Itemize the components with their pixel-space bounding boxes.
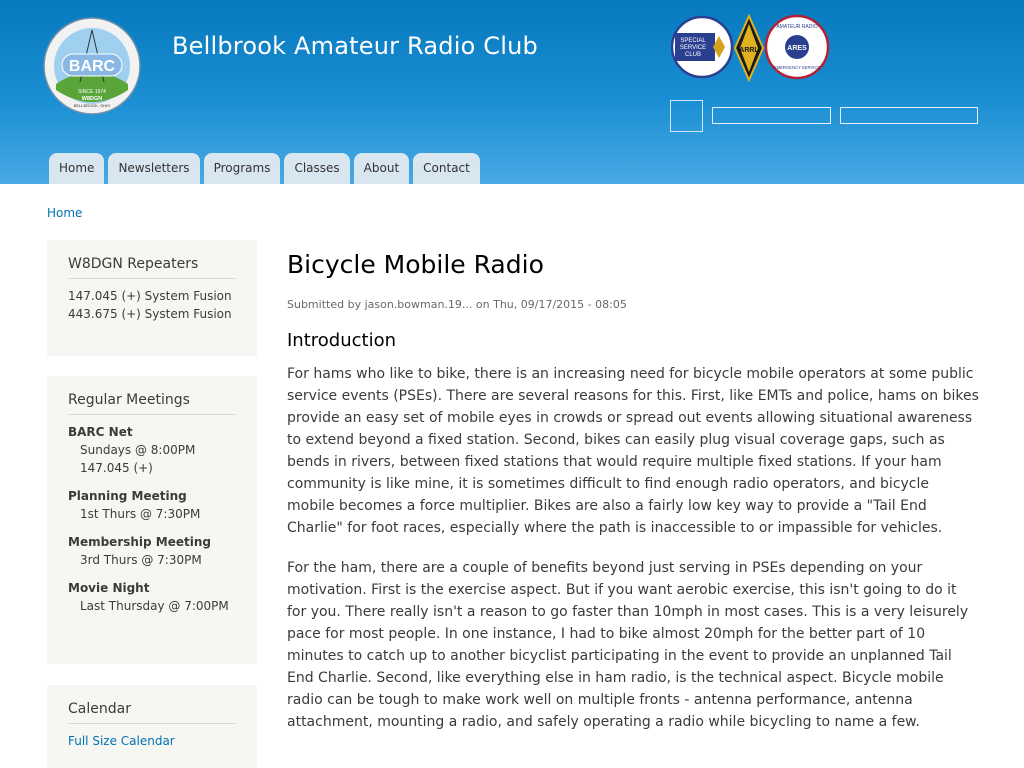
article-paragraph: For the ham, there are a couple of benefits beyond just serving in PSEs depending on your motivation. First is the exercise aspect. But if you want aerobic exercise, this isn't going to do it for you. There really isn't a reason to go faster than 10mph in most cases. This is a very leisurely pace for most people. In one instance, I had to bike almost 20mph for the better part of 10 minutes to catch up to another bicyclist participating in the event to provide an unplanned Tail End Charlie. Second, like everything else in ham radio, is the technical aspect. Bicycle mobile radio can be tough to make work well on multiple fronts - antenna performance, antenna attachment, mounting a radio, and safely operating a radio while bicycling to name a few. bbox=[287, 560, 969, 730]
password-field[interactable] bbox=[840, 107, 978, 124]
meetings-block bbox=[47, 376, 257, 664]
nav-tab-classes[interactable]: Classes bbox=[284, 153, 349, 184]
barc-logo[interactable] bbox=[42, 16, 142, 116]
meeting-detail: 1st Thurs @ 7:30PM bbox=[80, 507, 201, 521]
breadcrumb-home[interactable]: Home bbox=[47, 206, 83, 220]
repeater-line: 147.045 (+) System Fusion bbox=[68, 289, 232, 303]
main-nav bbox=[49, 153, 480, 184]
svg-text:CLUB: CLUB bbox=[684, 52, 702, 58]
calendar-block bbox=[47, 685, 257, 768]
meeting-detail: Last Thursday @ 7:00PM bbox=[80, 599, 229, 613]
meeting-name: Membership Meeting bbox=[68, 535, 211, 549]
site-name[interactable]: Bellbrook Amateur Radio Club bbox=[172, 32, 538, 60]
calendar-title: Calendar bbox=[68, 701, 236, 724]
meeting-name: Movie Night bbox=[68, 581, 150, 595]
logo-since: SINCE 1974 bbox=[78, 89, 106, 95]
special-service-club-badge[interactable] bbox=[672, 17, 732, 77]
search-button[interactable] bbox=[670, 100, 703, 132]
meeting-name: Planning Meeting bbox=[68, 489, 187, 503]
logo-abbr: BARC bbox=[68, 58, 116, 75]
submitted-meta: Submitted by jason.bowman.19... on Thu, 09/17/2015 - 08:05 bbox=[287, 298, 627, 311]
svg-text:ARRL: ARRL bbox=[739, 47, 759, 54]
affiliation-badges bbox=[671, 14, 831, 82]
repeaters-title: W8DGN Repeaters bbox=[68, 256, 236, 279]
svg-text:SPECIAL: SPECIAL bbox=[680, 38, 706, 44]
meeting-name: BARC Net bbox=[68, 425, 133, 439]
ares-badge[interactable] bbox=[766, 16, 828, 78]
logo-call: W8DGN bbox=[81, 96, 103, 102]
main-content bbox=[287, 250, 979, 751]
nav-tab-programs[interactable]: Programs bbox=[204, 153, 281, 184]
full-size-calendar-link[interactable]: Full Size Calendar bbox=[68, 734, 175, 748]
username-field[interactable] bbox=[712, 107, 831, 124]
nav-tab-contact[interactable]: Contact bbox=[413, 153, 480, 184]
svg-text:AMATEUR RADIO: AMATEUR RADIO bbox=[776, 24, 818, 30]
meeting-detail: 147.045 (+) bbox=[80, 461, 153, 475]
logo-place: BELLBROOK, OHIO bbox=[73, 103, 111, 108]
repeater-line: 443.675 (+) System Fusion bbox=[68, 307, 232, 321]
meeting-detail: 3rd Thurs @ 7:30PM bbox=[80, 553, 202, 567]
meeting-detail: Sundays @ 8:00PM bbox=[80, 443, 196, 457]
page-title: Bicycle Mobile Radio bbox=[287, 250, 544, 279]
repeaters-block bbox=[47, 240, 257, 356]
section-heading: Introduction bbox=[287, 330, 397, 351]
arrl-diamond-badge[interactable] bbox=[735, 16, 763, 80]
nav-tab-about[interactable]: About bbox=[354, 153, 409, 184]
meetings-title: Regular Meetings bbox=[68, 392, 236, 415]
svg-text:EMERGENCY SERVICE: EMERGENCY SERVICE bbox=[773, 65, 821, 70]
svg-text:ARES: ARES bbox=[787, 45, 807, 52]
nav-tab-newsletters[interactable]: Newsletters bbox=[108, 153, 199, 184]
svg-text:SERVICE: SERVICE bbox=[679, 45, 707, 51]
nav-tab-home[interactable]: Home bbox=[49, 153, 104, 184]
article-paragraph: For hams who like to bike, there is an increasing need for bicycle mobile operators at some public service events (PSEs). There are several reasons for this. First, like EMTs and police, hams on bikes provide an easy set of mobile eyes in crowds or spread out events allowing situational awareness to extend beyond a fixed station. Second, bikes can easily plug visual coverage gaps, such as bends in rivers, between fixed stations that would require multiple fixed stations. If your ham community is like mine, it is sometimes difficult to find enough radio operators, and bicycle mobile becomes a force multiplier. Bikes are also a fairly low key way to provide a "Tail End Charlie" for foot races, especially where the path is inaccessible to or impassible for vehicles. bbox=[287, 366, 979, 536]
site-header bbox=[0, 0, 1024, 184]
